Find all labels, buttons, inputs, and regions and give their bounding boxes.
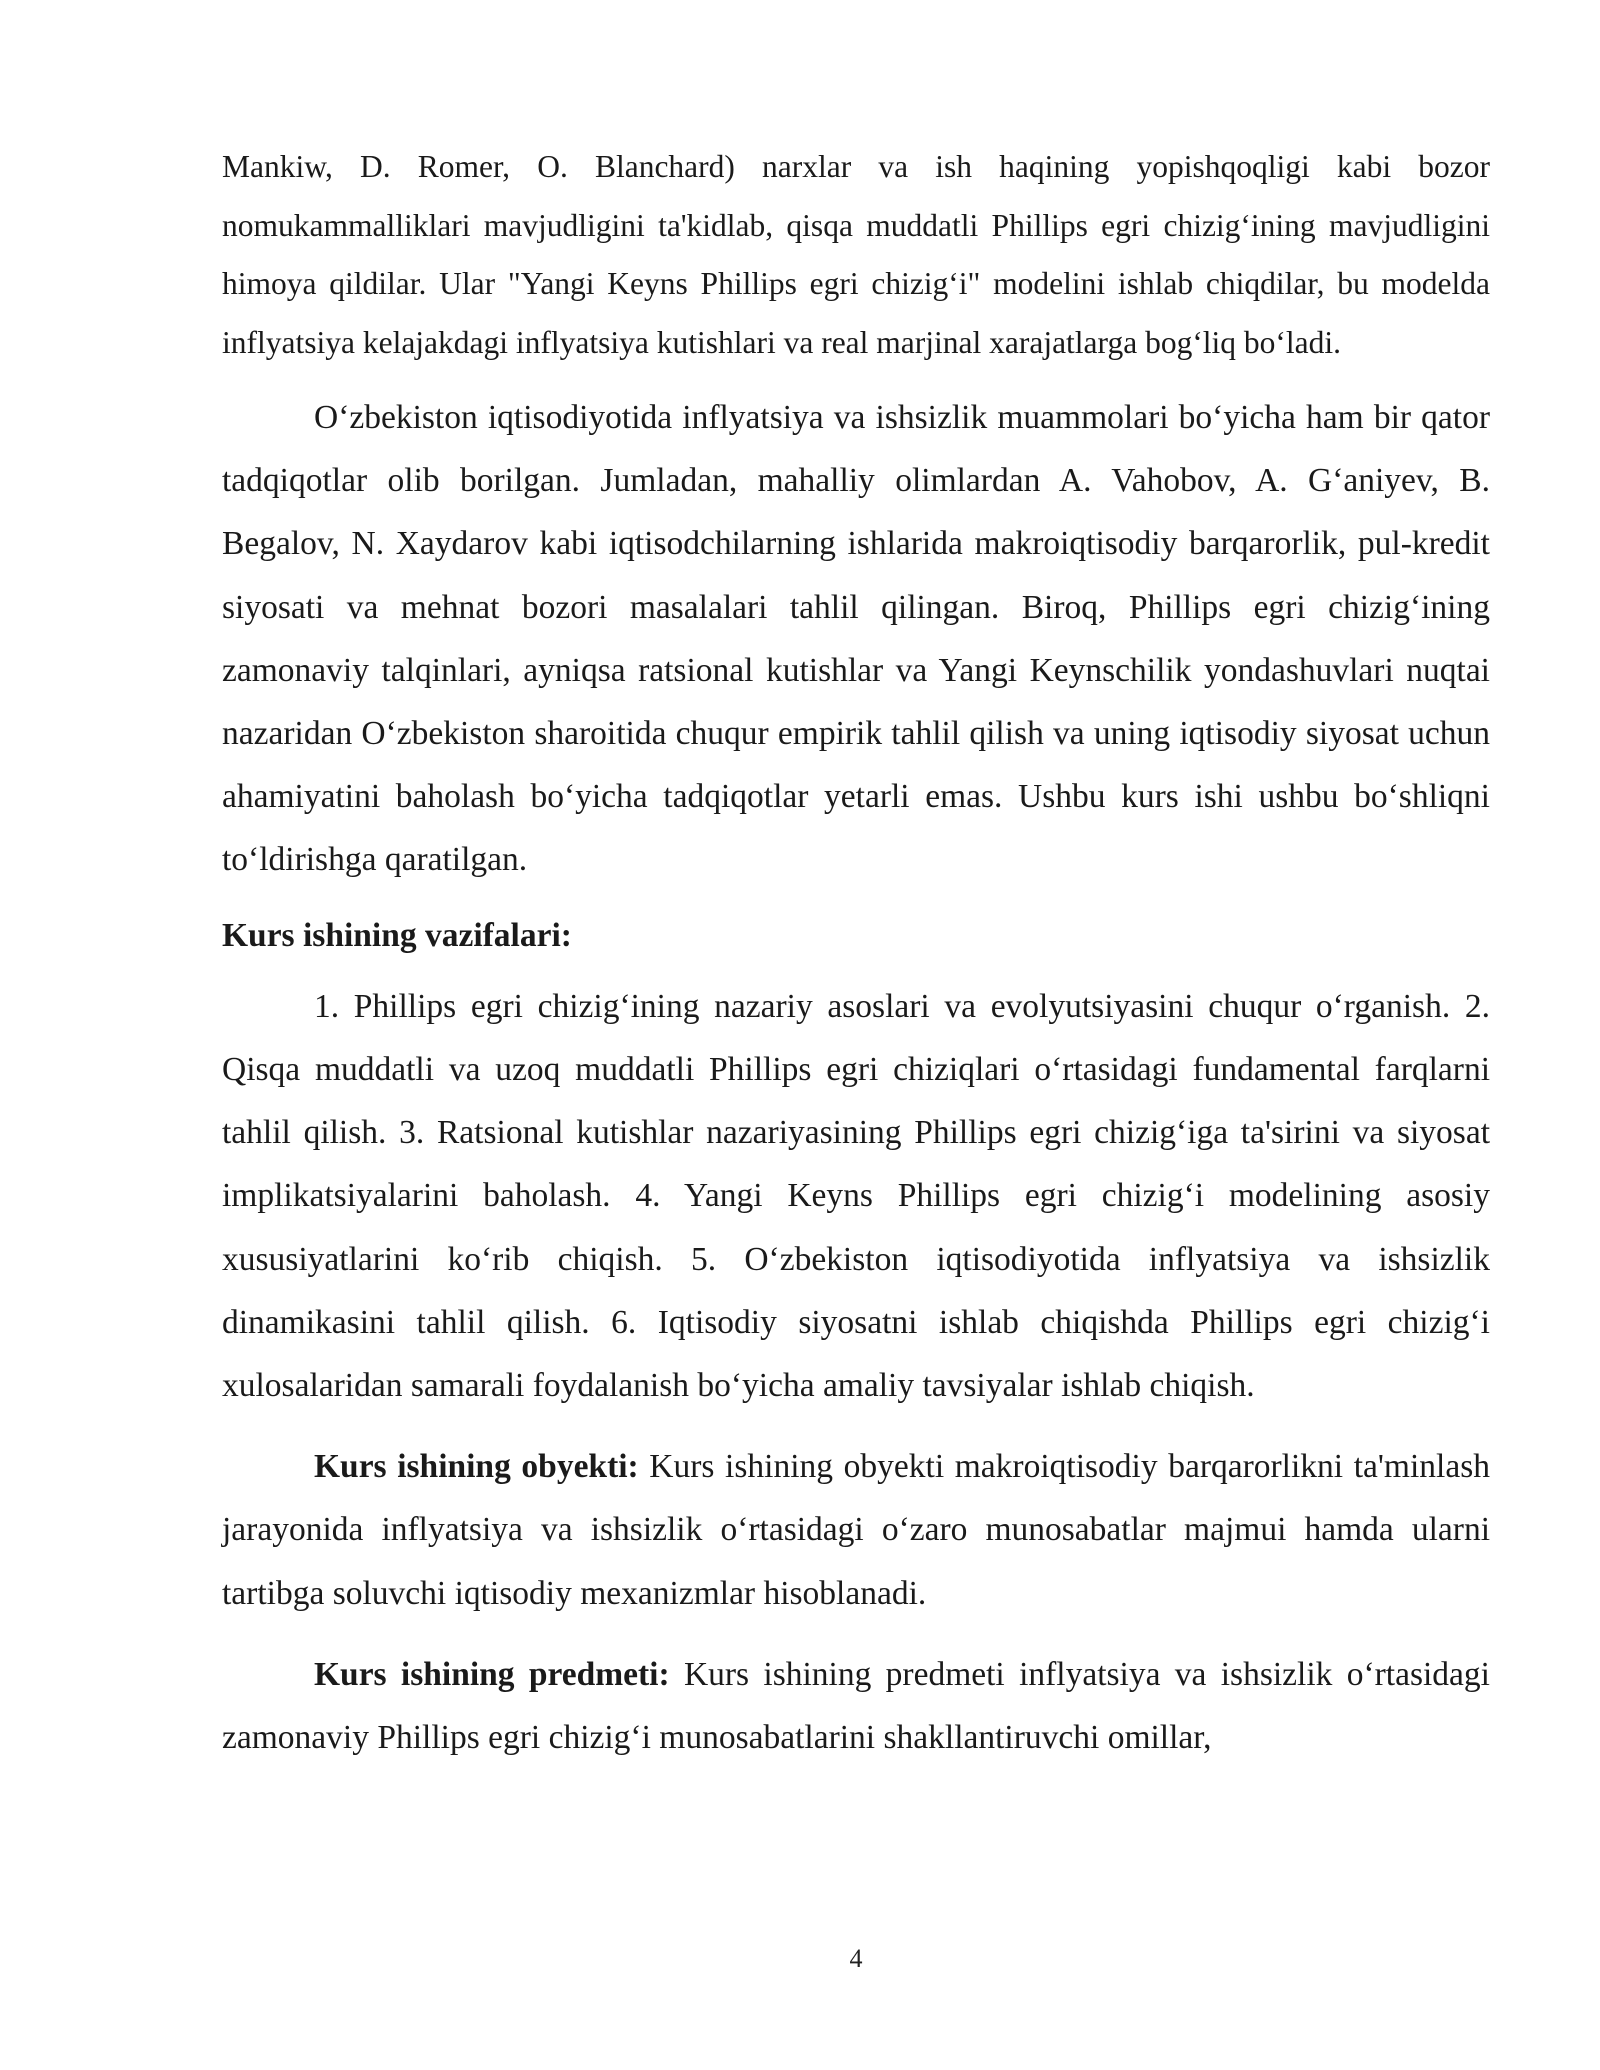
paragraph-uzbek-research: O‘zbekiston iqtisodiyotida inflyatsiya va ishsizlik muammolari bo‘yicha ham bir qator tadqiqotlar olib borilgan. Jumladan, mahalliy olimlardan A. Vahobov, A. G‘aniyev, B. Begalov, N. Xaydarov kabi iqtisodchilarning ishlarida makroiqtisodiy barqarorlik, pul-kredit siyosati va mehnat bozori masalalari tahlil qilingan. Biroq, Phillips egri chizig‘ining zamonaviy talqinlari, ayniqsa ratsional kutishlar va Yangi Keynschilik yondashuvlari nuqtai nazaridan O‘zbekiston sharoitida chuqur empirik tahlil qilish va uning iqtisodiy siyosat uchun ahamiyatini baholash bo‘yicha tadqiqotlar yetarli emas. Ushbu kurs ishi ushbu bo‘shliqni to‘ldirishga qaratilgan. xyxy=(222,399,1490,879)
paragraph-tasks-list: 1. Phillips egri chizig‘ining nazariy asoslari va evolyutsiyasini chuqur o‘rganish. 2. Qisqa muddatli va uzoq muddatli Phillips egri chiziqlari o‘rtasidagi fundamental farqlarni tahlil qilish. 3. Ratsional kutishlar nazariyasining Phillips egri chizig‘iga ta'sirini va siyosat implikatsiyalarini baholash. 4. Yangi Keyns Phillips egri chizig‘i modelining asosiy xususiyatlarini ko‘rib chiqish. 5. O‘zbekiston iqtisodiyotida inflyatsiya va ishsizlik dinamikasini tahlil qilish. 6. Iqtisodiy siyosatni ishlab chiqishda Phillips egri chizig‘i xulosalaridan samarali foydalanish bo‘yicha amaliy tavsiyalar ishlab chiqish. xyxy=(222,987,1490,1405)
subject-lead: Kurs ishining predmeti: xyxy=(314,1655,670,1693)
object-lead: Kurs ishining obyekti: xyxy=(314,1448,639,1486)
page-content xyxy=(222,138,1490,1769)
heading-tasks: Kurs ishining vazifalari: xyxy=(222,916,572,954)
subject-body: Kurs ishining predmeti inflyatsiya va ishsizlik o‘rtasidagi zamonaviy Phillips egri chizig‘i munosabatlarini shakllantiruvchi omillar, xyxy=(222,1655,1490,1757)
object-body: Kurs ishining obyekti makroiqtisodiy barqarorlikni ta'minlash jarayonida inflyatsiya va ishsizlik o‘rtasidagi o‘zaro munosabatlar majmui hamda ularni tartibga soluvchi iqtisodiy mexanizmlar hisoblanadi. xyxy=(222,1448,1490,1612)
paragraph-object xyxy=(222,1435,1490,1625)
page-number: 4 xyxy=(849,1944,863,1973)
paragraph-subject xyxy=(222,1643,1490,1769)
paragraph-continuation: Mankiw, D. Romer, O. Blanchard) narxlar va ish haqining yopishqoqligi kabi bozor nomukammalliklari mavjudligini ta'kidlab, qisqa muddatli Phillips egri chizig‘ining mavjudligini himoya qildilar. Ular "Yangi Keyns Phillips egri chizig‘i" modelini ishlab chiqdilar, bu modelda inflyatsiya kelajakdagi inflyatsiya kutishlari va real marjinal xarajatlarga bog‘liq bo‘ladi. xyxy=(222,149,1490,360)
